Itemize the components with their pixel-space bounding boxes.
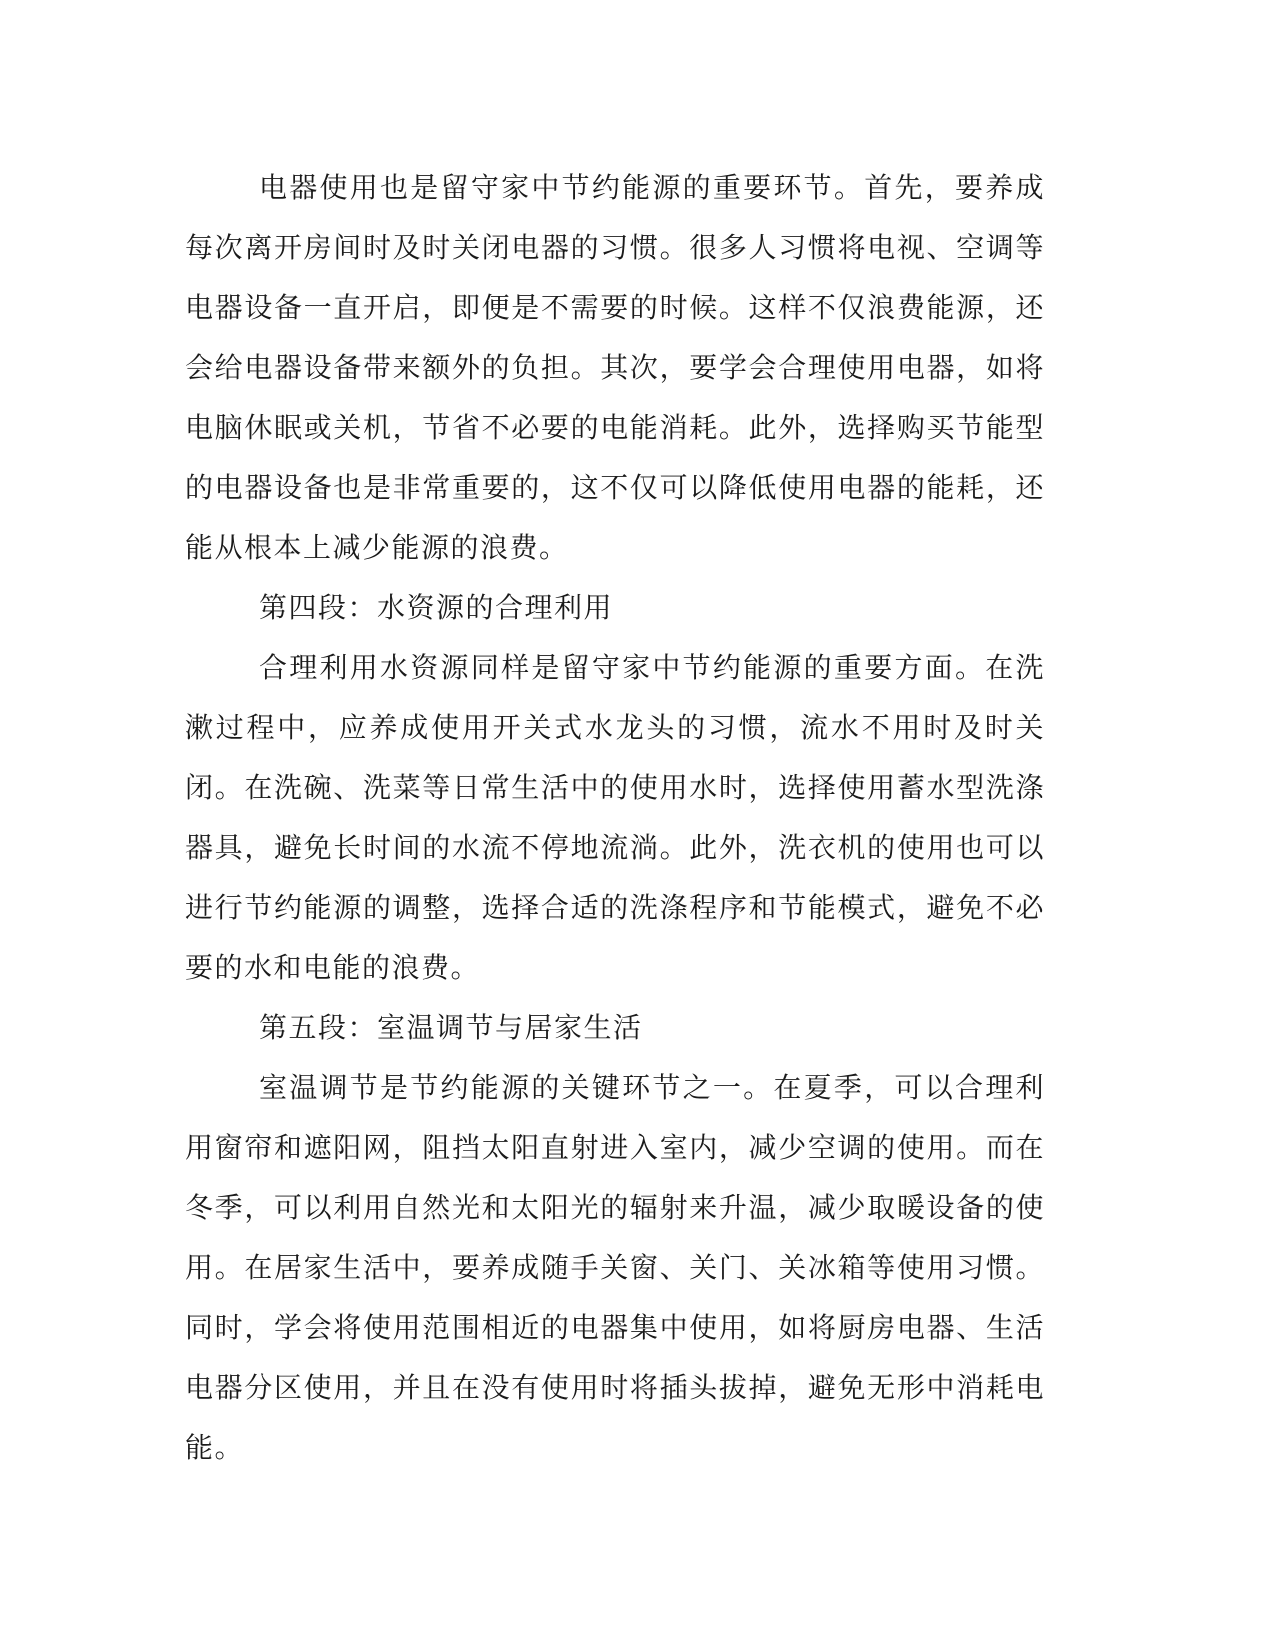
section-heading-temperature: 第五段：室温调节与居家生活 xyxy=(259,1011,643,1044)
paragraph-water-usage: 合理利用水资源同样是留守家中节约能源的重要方面。在洗漱过程中，应养成使用开关式水龙头的习惯，流水不用时及时关闭。在洗碗、洗菜等日常生活中的使用水时，选择使用蓄水型洗涤器具，避免长时间的水流不停地流淌。此外，洗衣机的使用也可以进行节约能源的调整，选择合适的洗涤程序和节能模式，避免不必要的水和电能的浪费。 xyxy=(185,651,1045,984)
document-body xyxy=(185,158,1045,1478)
paragraph-temperature: 室温调节是节约能源的关键环节之一。在夏季，可以合理利用窗帘和遮阳网，阻挡太阳直射进入室内，减少空调的使用。而在冬季，可以利用自然光和太阳光的辐射来升温，减少取暖设备的使用。在居家生活中，要养成随手关窗、关门、关冰箱等使用习惯。同时，学会将使用范围相近的电器集中使用，如将厨房电器、生活电器分区使用，并且在没有使用时将插头拔掉，避免无形中消耗电能。 xyxy=(185,1071,1045,1464)
paragraph-electrical-usage: 电器使用也是留守家中节约能源的重要环节。首先，要养成每次离开房间时及时关闭电器的习惯。很多人习惯将电视、空调等电器设备一直开启，即便是不需要的时候。这样不仅浪费能源，还会给电器设备带来额外的负担。其次，要学会合理使用电器，如将电脑休眠或关机，节省不必要的电能消耗。此外，选择购买节能型的电器设备也是非常重要的，这不仅可以降低使用电器的能耗，还能从根本上减少能源的浪费。 xyxy=(185,171,1045,564)
section-heading-water: 第四段：水资源的合理利用 xyxy=(259,591,614,624)
